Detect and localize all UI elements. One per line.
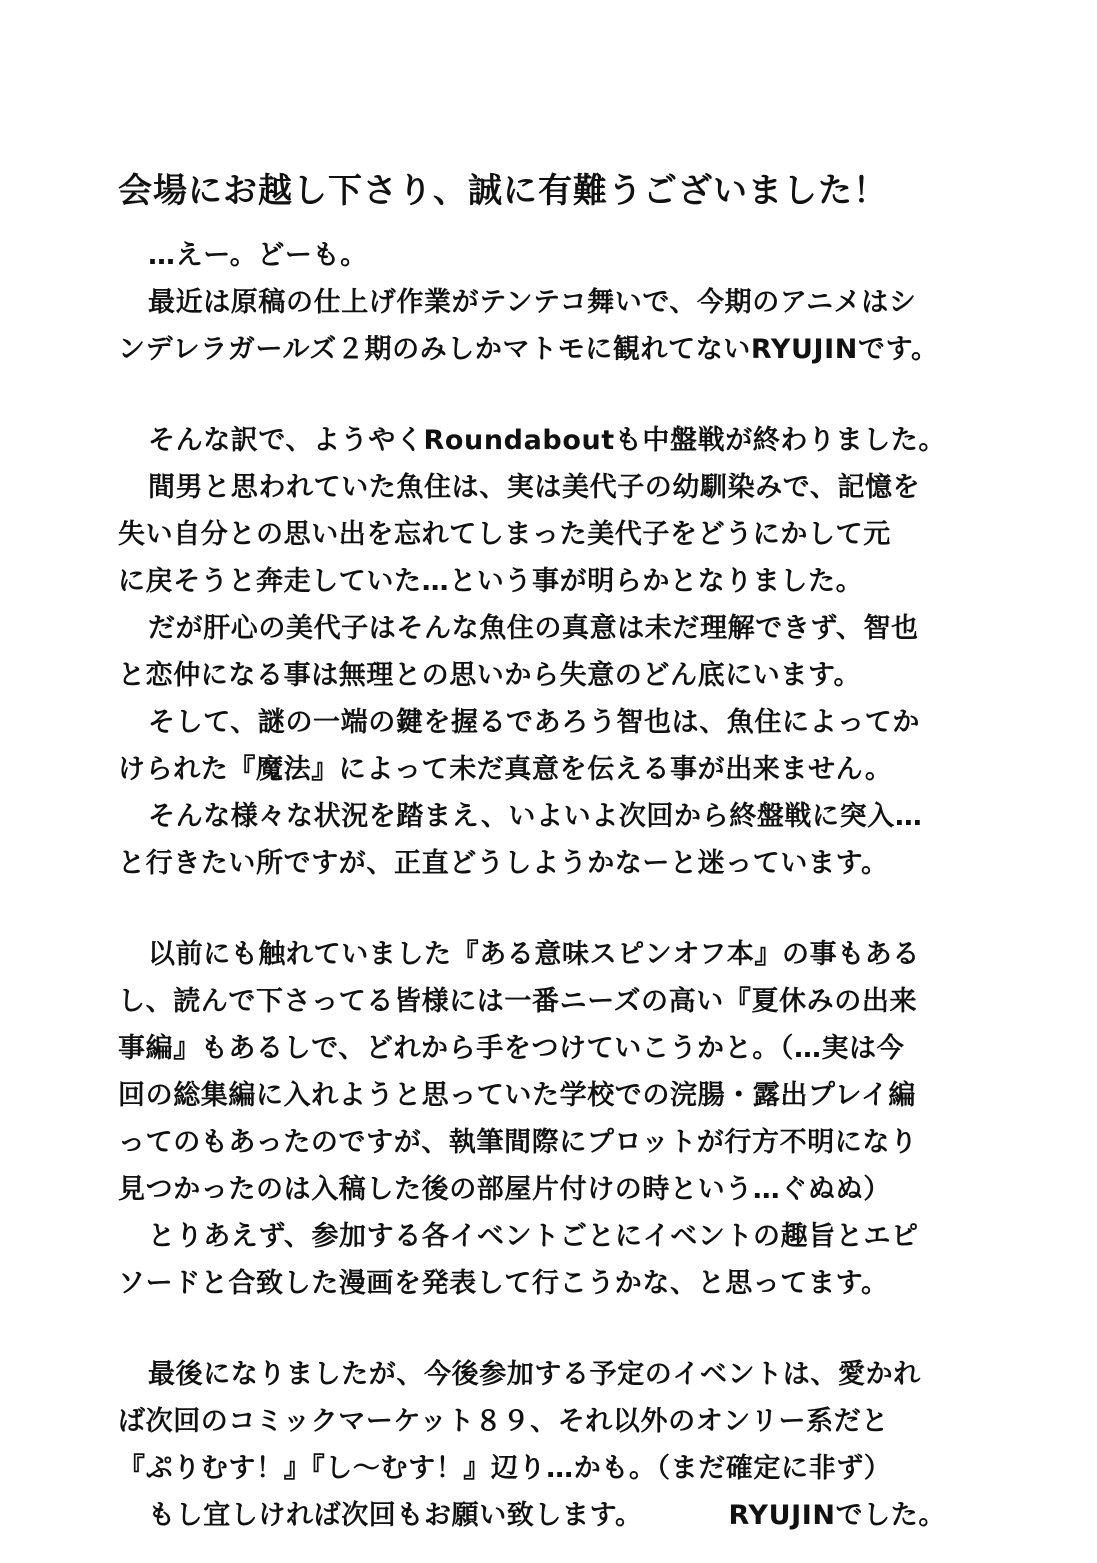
closing-row (118, 1492, 998, 1539)
text-line: ンデレラガールズ２期のみしかマトモに観れてないRYUJINです。 (118, 334, 939, 365)
text-line: 事編』もあるしで、どれから手をつけていこうかと。（…実は今 (118, 1033, 905, 1064)
text-line: とりあえず、参加する各イベントごとにイベントの趣旨とエピ (148, 1221, 919, 1252)
text-line: 最後になりましたが、今後参加する予定のイベントは、愛かれ (148, 1359, 921, 1390)
text-line: 『ぷりむす！』『し～むす！』辺り…かも。（まだ確定に非ず） (118, 1453, 892, 1484)
text-line: 見つかったのは入稿した後の部屋片付けの時という…ぐぬぬ） (118, 1174, 891, 1205)
text-line: ば次回のコミックマーケット８９、それ以外のオンリー系だと (118, 1406, 889, 1437)
text-line: に戻そうと奔走していた…という事が明らかとなりました。 (118, 566, 864, 597)
text-line: そんな様々な状況を踏まえ、いよいよ次回から終盤戦に突入… (148, 801, 923, 832)
text-line: ってのもあったのですが、執筆間際にプロットが行方不明になり (118, 1127, 918, 1158)
paragraph-gap (118, 887, 998, 931)
text-line: 回の総集編に入れようと思っていた学校での浣腸・露出プレイ編 (118, 1080, 916, 1111)
author-signature: RYUJINでした。 (728, 1500, 946, 1531)
text-line: …えー。どーも。 (148, 240, 368, 271)
text-line: 最近は原稿の仕上げ作業がテンテコ舞いで、今期のアニメはシ (148, 287, 917, 318)
text-line: 失い自分との思い出を忘れてしまった美代子をどうにかして元 (118, 519, 891, 550)
text-line: ソードと合致した漫画を発表して行こうかな、と思ってます。 (118, 1268, 889, 1299)
text-line: だが肝心の美代子はそんな魚住の真意は未だ理解できず、智也 (148, 613, 919, 644)
text-line: そして、謎の一端の鍵を握るであろう智也は、魚住によってか (148, 707, 920, 738)
afterword-body (118, 232, 998, 1539)
text-line: 以前にも触れていました『ある意味スピンオフ本』の事もある (148, 939, 920, 970)
page-title: 会場にお越し下さり、誠に有難うございました！ (118, 171, 888, 211)
text-line: と行きたい所ですが、正直どうしようかなーと迷っています。 (118, 848, 889, 879)
paragraph-gap (118, 373, 998, 417)
text-line: けられた『魔法』によって未だ真意を伝える事が出来ません。 (118, 754, 893, 785)
text-line: し、読んで下さってる皆様には一番ニーズの高い『夏休みの出来 (118, 986, 918, 1017)
text-line: と恋仲になる事は無理との思いから失意のどん底にいます。 (118, 660, 862, 691)
text-line: 間男と思われていた魚住は、実は美代子の幼馴染みで、記憶を (148, 472, 921, 503)
paragraph-gap (118, 1307, 998, 1351)
text-line: そんな訳で、ようやくRoundaboutも中盤戦が終わりました。 (148, 425, 946, 456)
closing-line: もし宜しければ次回もお願い致します。 (148, 1500, 643, 1531)
